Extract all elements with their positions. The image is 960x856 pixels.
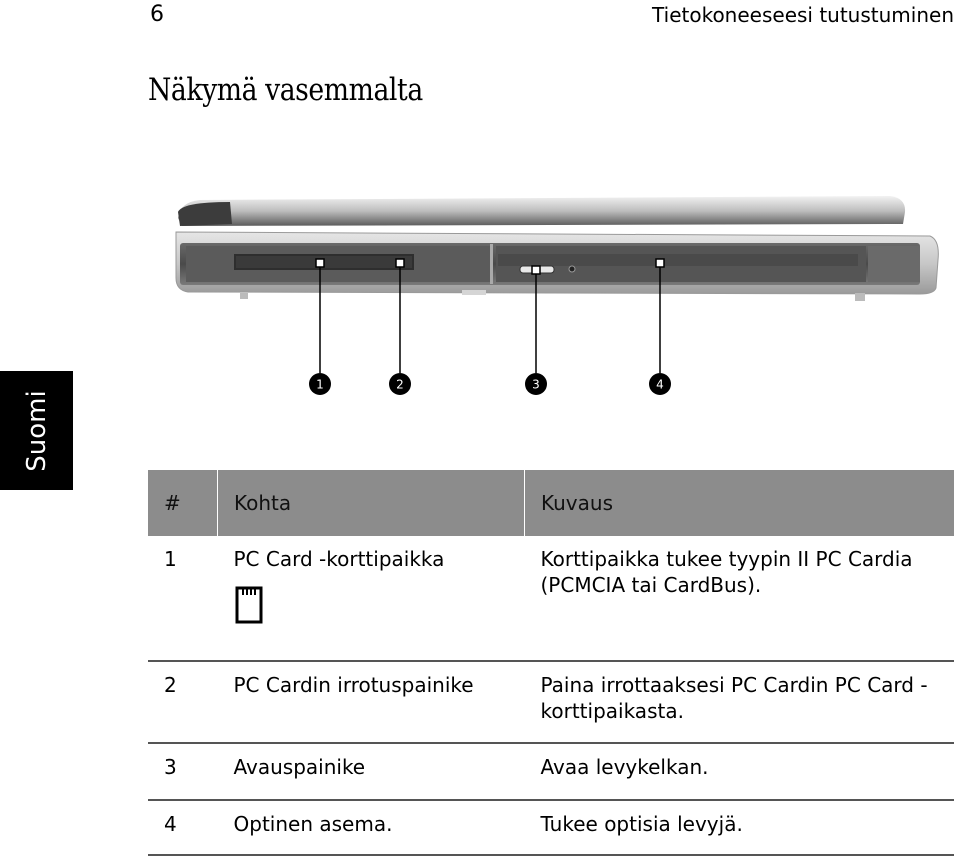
page-number: 6 [150, 2, 164, 27]
row-item: PC Cardin irrotuspainike [218, 661, 525, 743]
section-title: Näkymä vasemmalta [148, 72, 423, 108]
svg-text:4: 4 [656, 377, 664, 392]
table-row [148, 661, 954, 743]
pc-card-icon [235, 586, 263, 624]
table-row [148, 536, 954, 661]
svg-text:3: 3 [532, 377, 540, 392]
table-header-row [148, 470, 954, 536]
callout-1 [309, 373, 331, 395]
language-tab-label: Suomi [21, 389, 52, 472]
row-desc-line: korttipaikasta. [540, 699, 684, 723]
svg-text:1: 1 [316, 377, 324, 392]
row-desc-cell [525, 536, 955, 661]
table-row [148, 743, 954, 800]
row-desc-line: Korttipaikka tukee tyypin II PC Cardia [540, 547, 913, 571]
row-desc: Tukee optisia levyjä. [525, 800, 955, 855]
row-item: PC Card -korttipaikka [233, 547, 445, 571]
header-item: Kohta [218, 470, 525, 536]
row-item-cell [218, 536, 525, 661]
laptop-left-side-illustration [0, 180, 960, 410]
row-item: Optinen asema. [218, 800, 525, 855]
row-num: 3 [148, 743, 218, 800]
callout-3 [525, 373, 547, 395]
header-title: Tietokoneeseesi tutustuminen [652, 3, 954, 27]
callout-2 [389, 373, 411, 395]
row-desc-line: Paina irrottaaksesi PC Cardin PC Card - [540, 673, 928, 697]
header-desc: Kuvaus [525, 470, 955, 536]
row-item: Avauspainike [218, 743, 525, 800]
row-desc: Avaa levykelkan. [525, 743, 955, 800]
callout-4 [649, 373, 671, 395]
row-num: 1 [148, 536, 218, 661]
row-desc-cell [525, 661, 955, 743]
row-num: 2 [148, 661, 218, 743]
header-num: # [148, 470, 218, 536]
row-num: 4 [148, 800, 218, 855]
table-row [148, 800, 954, 855]
laptop-lid [178, 196, 905, 226]
row-desc-line: (PCMCIA tai CardBus). [540, 573, 762, 597]
svg-text:2: 2 [396, 377, 404, 392]
components-table [148, 470, 954, 856]
